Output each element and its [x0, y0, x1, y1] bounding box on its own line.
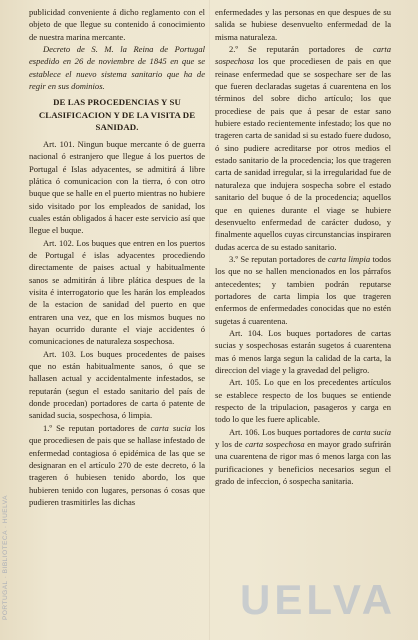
left-column	[29, 6, 205, 508]
clause-carta-limpia	[215, 253, 391, 327]
article-106	[215, 426, 391, 488]
clause-text: los que procediesen de pais en que reinase enfermedad que se sospechare ser de las que fueren declaradas sugetas á cuarentena en los términos del sobre dicho artículo; los que procediese de pais que á pesar de estar sano hubiere estado recientemente infestado; los que no trageren carta de sanidad si su estado fuere dudoso, ó sino pudiere acreditarse por otros medios el estado sanitario de la procedencia; los que trageren carta de sanidad irregular, si la irregularidad fue de naturaleza que indujera sospecha sobre el estado sanitario del buque ó de la procedencia; aquellos que en quienes durante el viage se hubiere desenvuelto enfermedad de carácter dudoso, y finalmente aquellos cuyas circunstancias inspiraren dudas acerca de su estado sanitario.	[215, 56, 391, 252]
clause-text: 2.º Se reputarán portadores de	[229, 44, 373, 55]
article-105: Art. 105. Lo que en los precedentes artículos se establece respecto de los buques se entiende respecto de la tripulacion, pasageros y carga en todo lo que les fuere aplicable.	[215, 377, 391, 425]
clause-italic-term: carta limpia	[327, 253, 371, 264]
right-column	[215, 6, 391, 487]
clause-italic-term: carta sospechosa	[215, 44, 391, 67]
watermark: UELVA	[240, 576, 397, 623]
article-italic-term: carta sucia	[352, 426, 391, 437]
article-italic-term: carta sospechosa	[245, 439, 305, 450]
section-heading: DE LAS PROCEDENCIAS Y SU CLASIFICACION Y DE LA VISITA DE SANIDAD.	[38, 97, 196, 133]
article-101: Art. 101. Ningun buque mercante ó de guerra nacional ó estranjero que llegue á los puertos de Portugal é Islas adyacentes, se admitirá á libre plática ó comunicacion con la tierra, ó con otro buque que se halle en el puerto mientras no hubiere sido visitado por los empleados de sanidad, los cuales están obligados á hacer este servicio así que llegue el buque.	[29, 138, 205, 236]
article-102: Art. 102. Los buques que entren en los puertos de Portugal é islas adyacentes procediendo directamente de paises actual y habitualmente sanos se admitirán á libre plática despues de la visita é interrogatorio que les harán los empleados de la estacion de sanidad del puerto en que entraren una vez, que en los mismos buques no hayan ocurrido durante el viaje accidentes ó comunicaciones de naturaleza sospechosa.	[29, 237, 205, 347]
clause-italic-term: carta sucia	[150, 422, 191, 433]
article-text: en mayor grado sufrirán una cuarentena de rigor mas ó menos larga con las purificaciones y beneficios necesarios segun el grado de infeccion, ó sospecha sanitaria.	[215, 439, 391, 487]
article-104: Art. 104. Los buques portadores de cartas sucias y sospechosas estarán sugetos á cuarentena mas ó menos larga segun la calidad de la carta, la direccion del viage y la gravedad del peligro.	[215, 327, 391, 375]
decree-title: Decreto de S. M. la Reina de Portugal espedido en 26 de noviembre de 1845 en que se establece el nuevo sistema sanitario que ha de regir en sus dominios.	[29, 44, 205, 92]
clause-carta-sucia	[29, 422, 205, 508]
clause-text: 3.º Se reputan portadores de	[229, 253, 328, 264]
clause-text: todos los que no se hallen mencionados en los párrafos antecedentes; y tambien podrán reputarse portadores de carta limpia los que trageren enfermos de enfermedades conocidas que no estén sugetas á cuarentena.	[215, 253, 391, 326]
article-text: y los de	[215, 439, 246, 450]
library-stamp: PORTUGAL · BIBLIOTECA · HUELVA	[2, 495, 9, 620]
paragraph-continuation: enfermedades y las personas en que despues de su salida se hubiese desenvuelto enfermedad de la misma naturaleza.	[215, 7, 391, 42]
paragraph-publicity: publicidad conveniente á dicho reglamento con el objeto de que llegue su contenido á conocimiento de nuestra marina mercante.	[29, 7, 205, 42]
clause-text: los que procediesen de pais que se hallase infestado de enfermedad contagiosa ó epidémica de las que se designaran en el artículo 270 de este decreto, ó la trageren ó hubiesen tenido abordo, los que hubieren tenido con lugares, personas ó cosas que pudieren trasmitirles las dichas	[29, 422, 205, 507]
column-gutter	[209, 0, 210, 640]
article-text: Art. 106. Los buques portadores de	[229, 426, 353, 437]
article-103: Art. 103. Los buques procedentes de paises que no están habitualmente sanos, ó que se hallasen actual y accidentalmente infestados, se reputarán (segun el estado sanitario del país de donde procedan) portadores de carta ó patente de sanidad sucia, sospechosa, ó limpia.	[29, 348, 205, 421]
clause-text: 1.º Se reputan portadores de	[43, 422, 151, 433]
clause-carta-sospechosa	[215, 43, 391, 253]
